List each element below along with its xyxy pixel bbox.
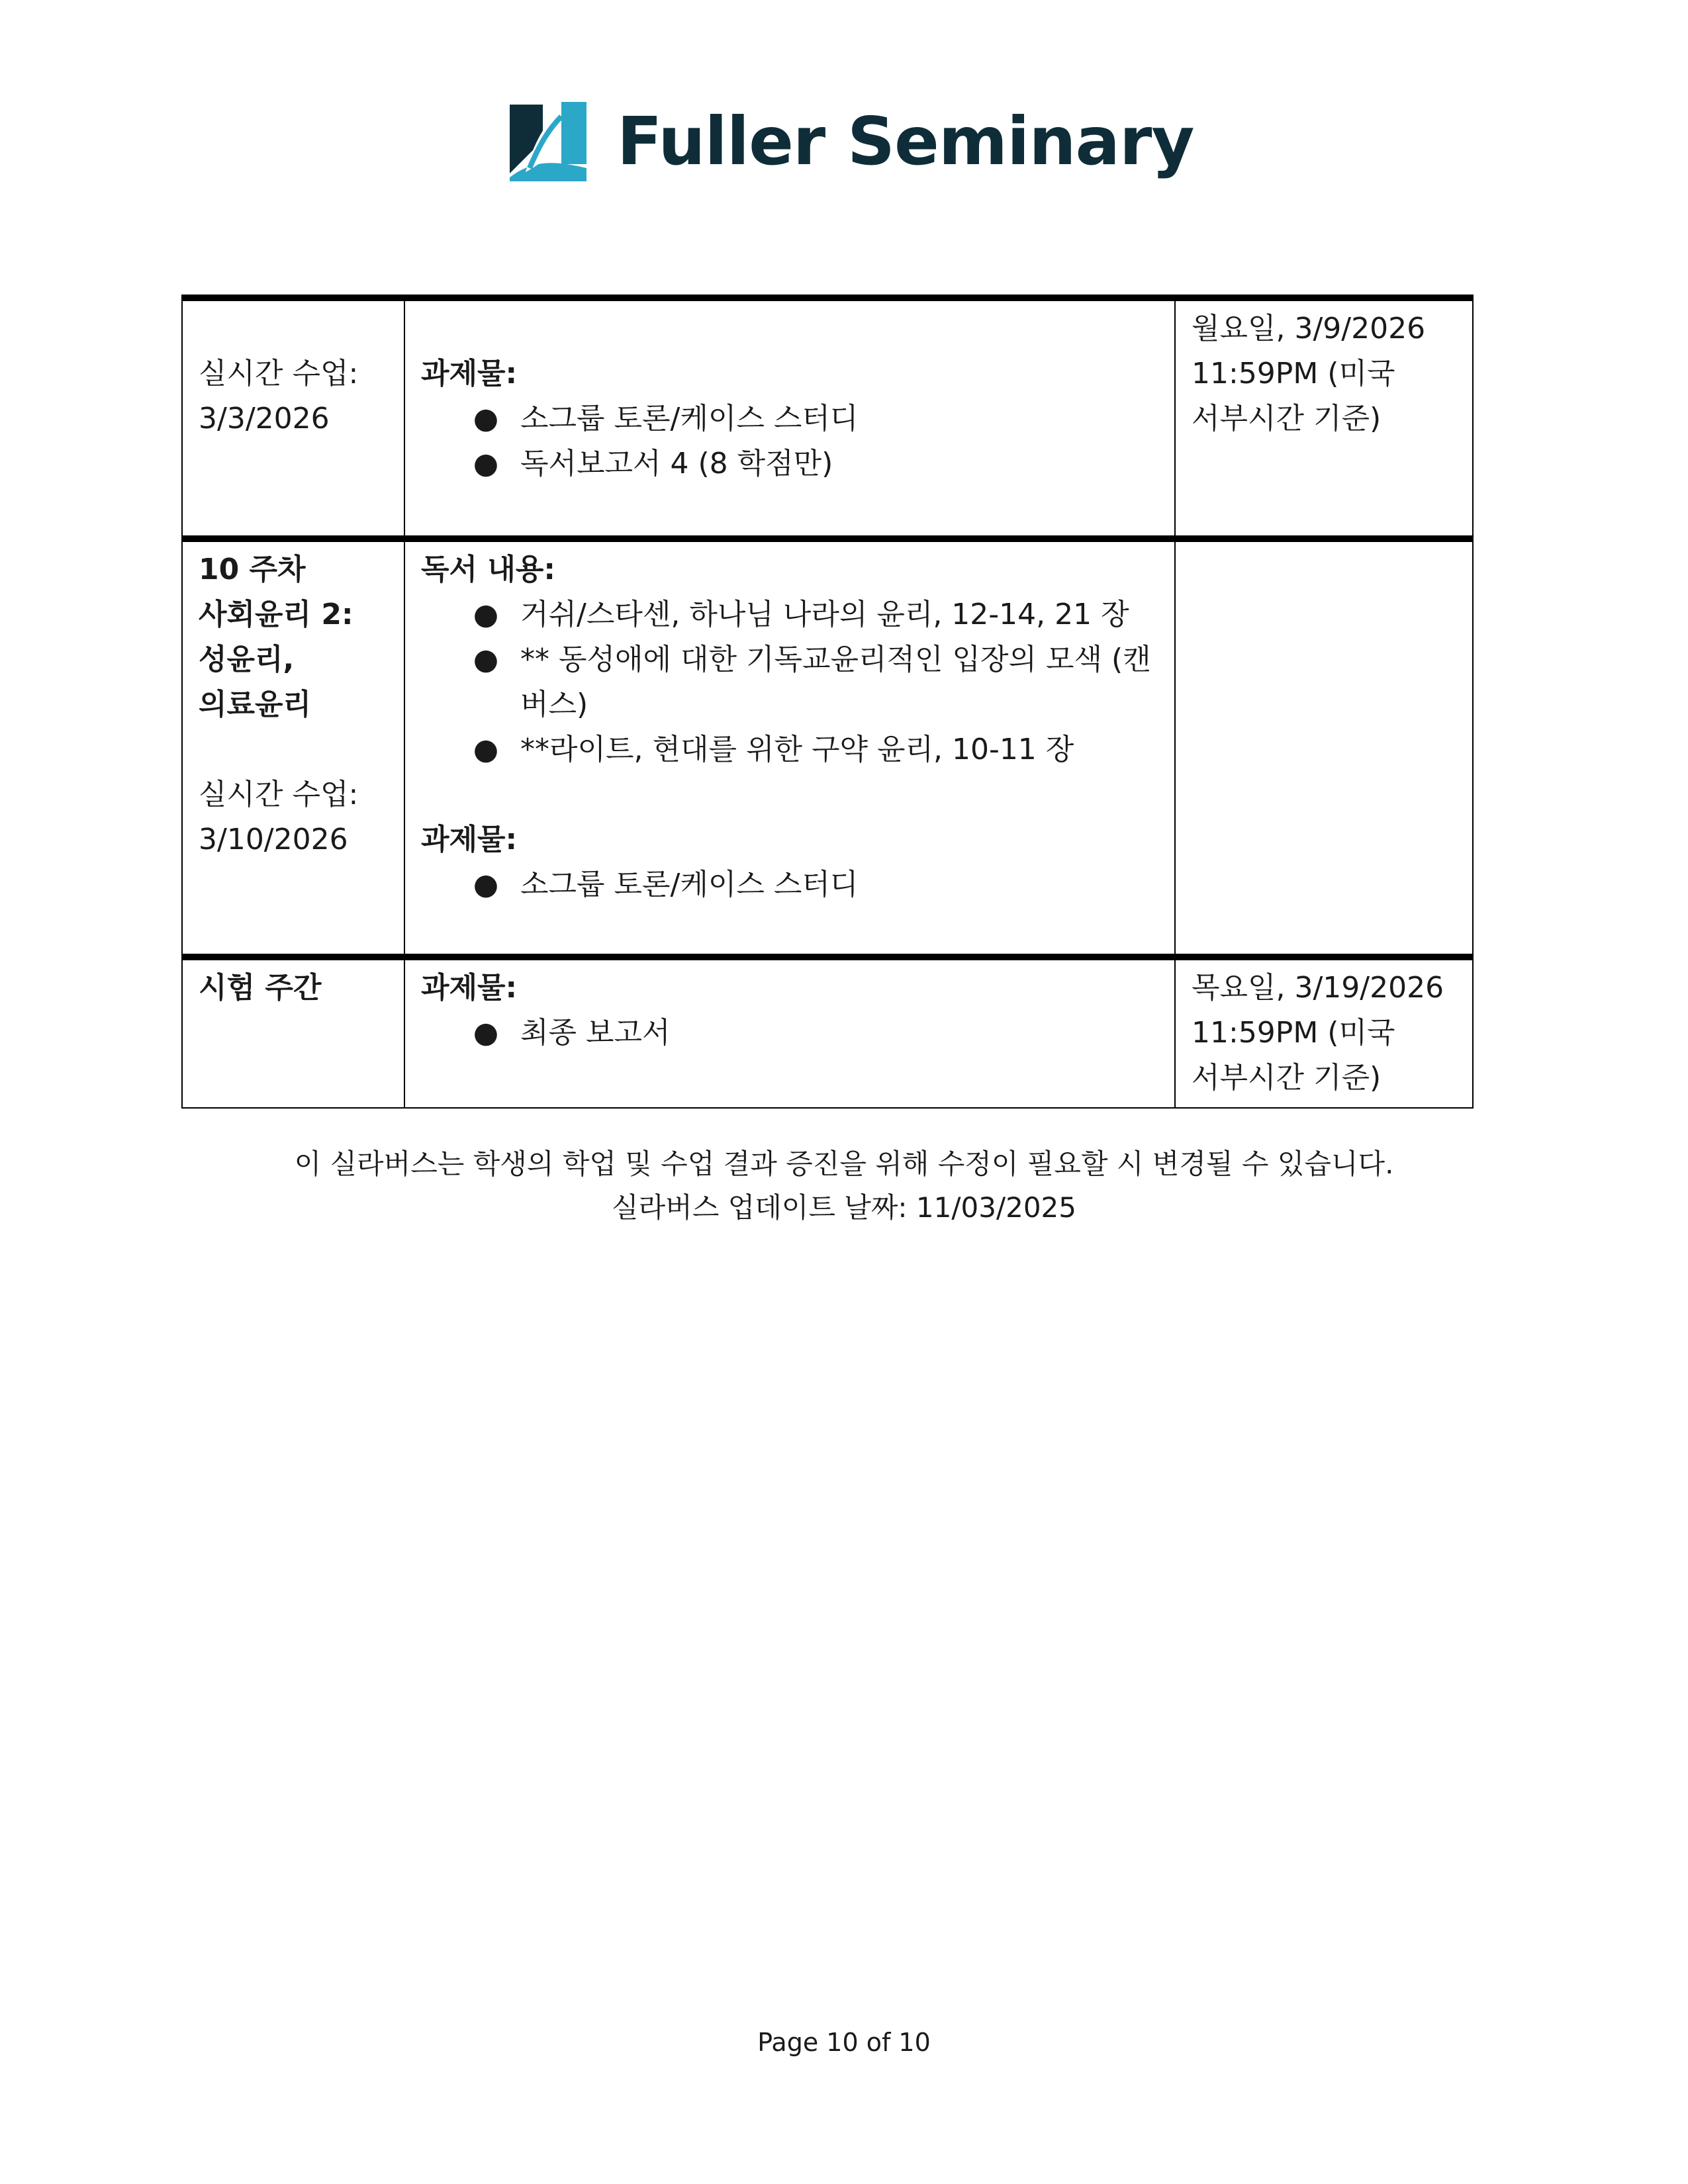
session-label: 실시간 수업: [199, 357, 359, 390]
list-item [421, 441, 1158, 486]
list-item-text: 소그룹 토론/케이스 스터디 [520, 402, 859, 435]
bullet-icon: ● [473, 402, 499, 435]
topic-line: 사회윤리 2: [199, 598, 353, 631]
fuller-seminary-logo [506, 97, 1194, 187]
due-time-line: 11:59PM (미국 [1192, 357, 1395, 390]
topic-line: 성윤리, [199, 643, 295, 676]
session-cell [182, 957, 404, 1108]
list-item-text: 거쉬/스타센, 하나님 나라의 윤리, 12-14, 21 장 [520, 598, 1129, 631]
table-row [182, 957, 1473, 1108]
content-cell [404, 957, 1175, 1108]
table-row [182, 539, 1473, 957]
bullet-icon: ● [473, 643, 499, 676]
assignment-list [421, 862, 1158, 907]
logo-wordmark: Fuller Seminary [617, 103, 1194, 180]
spacer [421, 772, 1158, 817]
assignment-heading: 과제물: [421, 971, 518, 1005]
content-cell [404, 539, 1175, 957]
session-date: 3/10/2026 [199, 823, 348, 856]
page-number: Page 10 of 10 [757, 2028, 931, 2057]
due-zone-line: 서부시간 기준) [1192, 402, 1382, 435]
bullet-icon: ● [473, 733, 499, 766]
list-item [421, 727, 1158, 772]
list-item [421, 396, 1158, 441]
due-date-cell [1175, 539, 1473, 957]
list-item [421, 592, 1158, 637]
list-item [421, 1011, 1158, 1056]
bullet-icon: ● [473, 1016, 499, 1050]
list-item-text: **라이트, 현대를 위한 구약 윤리, 10-11 장 [520, 733, 1074, 766]
session-date: 3/3/2026 [199, 402, 330, 435]
list-item [421, 637, 1158, 727]
reading-heading: 독서 내용: [421, 553, 555, 586]
week-label: 시험 주간 [199, 971, 322, 1005]
due-zone-line: 서부시간 기준) [1192, 1061, 1382, 1095]
table-row [182, 298, 1473, 539]
week-label: 10 주차 [199, 553, 306, 586]
assignment-heading: 과제물: [421, 357, 518, 390]
topic-line: 의료윤리 [199, 688, 312, 721]
session-cell [182, 539, 404, 957]
content-cell [404, 298, 1175, 539]
bullet-icon: ● [473, 598, 499, 631]
list-item-text: 소그룹 토론/케이스 스터디 [520, 868, 859, 901]
assignment-list [421, 396, 1158, 486]
due-date-cell [1175, 298, 1473, 539]
assignment-heading: 과제물: [421, 823, 518, 856]
bullet-icon: ● [473, 447, 499, 480]
course-schedule-table [181, 295, 1474, 1109]
spacer [199, 727, 388, 772]
reading-list [421, 592, 1158, 772]
list-item-text: 최종 보고서 [520, 1016, 671, 1050]
syllabus-change-notice: 이 실라버스는 학생의 학업 및 수업 결과 증진을 위해 수정이 필요할 시 변경될 수 있습니다. [294, 1148, 1394, 1180]
due-date-line: 월요일, 3/9/2026 [1192, 312, 1426, 345]
list-item-text: 독서보고서 4 (8 학점만) [520, 447, 833, 480]
assignment-list [421, 1011, 1158, 1056]
due-time-line: 11:59PM (미국 [1192, 1016, 1395, 1050]
session-cell [182, 298, 404, 539]
list-item [421, 862, 1158, 907]
session-label: 실시간 수업: [199, 778, 359, 811]
bullet-icon: ● [473, 868, 499, 901]
due-date-line: 목요일, 3/19/2026 [1192, 971, 1444, 1005]
syllabus-update-date: 실라버스 업데이트 날짜: 11/03/2025 [612, 1191, 1076, 1224]
due-date-cell [1175, 957, 1473, 1108]
list-item-text: ** 동성애에 대한 기독교윤리적인 입장의 모색 (캔버스) [520, 643, 1151, 721]
open-book-logo-icon [506, 99, 590, 184]
